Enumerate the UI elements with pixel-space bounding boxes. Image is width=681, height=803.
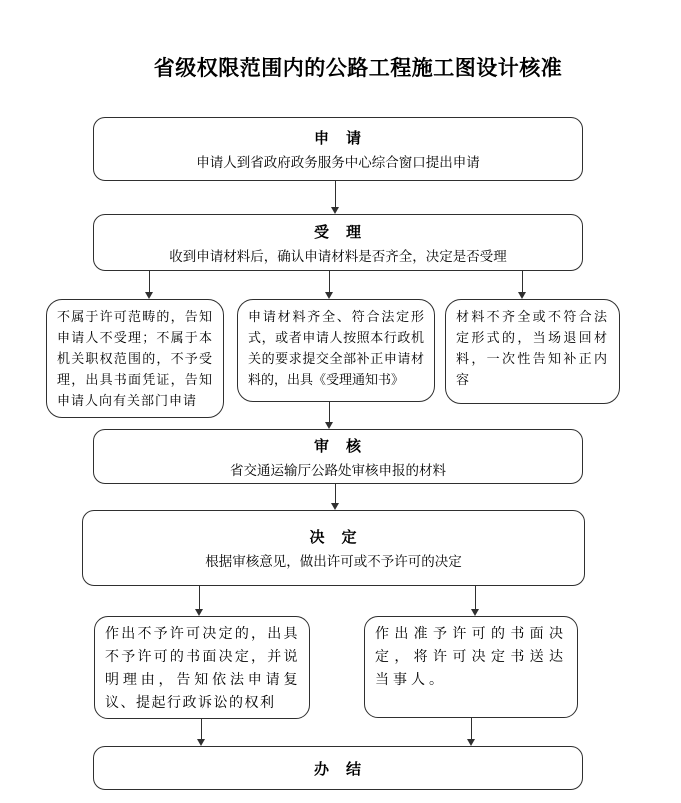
- arrow-decide-to-deny: [194, 586, 205, 616]
- node-complete-heading: 办 结: [313, 760, 362, 778]
- branch-accepted: 申请材料齐全、符合法定形式，或者申请人按照本行政机关的要求提交全部补正申请材料的，出具《受理通知书》: [237, 299, 435, 402]
- arrow-grant-to-complete: [466, 718, 477, 746]
- branch-not-accepted: 不属于许可范畴的，告知申请人不受理；不属于本机关职权范围的，不予受理，出具书面凭证，告知申请人向有关部门申请: [46, 299, 224, 418]
- node-decide-heading: 决 定: [309, 529, 358, 546]
- node-apply: [93, 117, 583, 181]
- arrow-accept-to-supplement: [517, 271, 528, 299]
- node-decide-body: 根据审核意见，做出许可或不予许可的决定: [205, 554, 462, 569]
- node-accept: [93, 214, 583, 271]
- arrow-apply-to-accept: [330, 181, 341, 214]
- node-accept-body: 收到申请材料后，确认申请材料是否齐全，决定是否受理: [169, 248, 507, 264]
- node-accept-heading: 受 理: [313, 223, 362, 241]
- branch-incomplete-materials: 材料不齐全或不符合法定形式的，当场退回材料，一次性告知补正内容: [445, 299, 620, 404]
- node-apply-heading: 申 请: [313, 130, 362, 147]
- node-review-heading: 审 核: [313, 437, 362, 455]
- node-decide: [82, 510, 585, 586]
- arrow-decide-to-grant: [470, 586, 481, 616]
- page-title: 省级权限范围内的公路工程施工图设计核准: [153, 57, 563, 80]
- node-complete: [93, 746, 583, 790]
- node-review: [93, 429, 583, 484]
- node-review-body: 省交通运输厅公路处审核申报的材料: [230, 462, 446, 478]
- arrow-accept-to-pass: [324, 271, 335, 299]
- branch-grant-decision: 作出准予许可的书面决定，将许可决定书送达当事人。: [364, 616, 578, 718]
- arrow-accept-to-reject: [144, 271, 155, 299]
- arrow-deny-to-complete: [196, 719, 207, 746]
- arrow-review-to-decide: [330, 484, 341, 510]
- branch-deny-decision: 作出不予许可决定的，出具不予许可的书面决定，并说明理由，告知依法申请复议、提起行政诉讼的权利: [94, 616, 310, 719]
- node-apply-body: 申请人到省政府政务服务中心综合窗口提出申请: [196, 155, 480, 170]
- arrow-pass-to-review: [324, 402, 335, 429]
